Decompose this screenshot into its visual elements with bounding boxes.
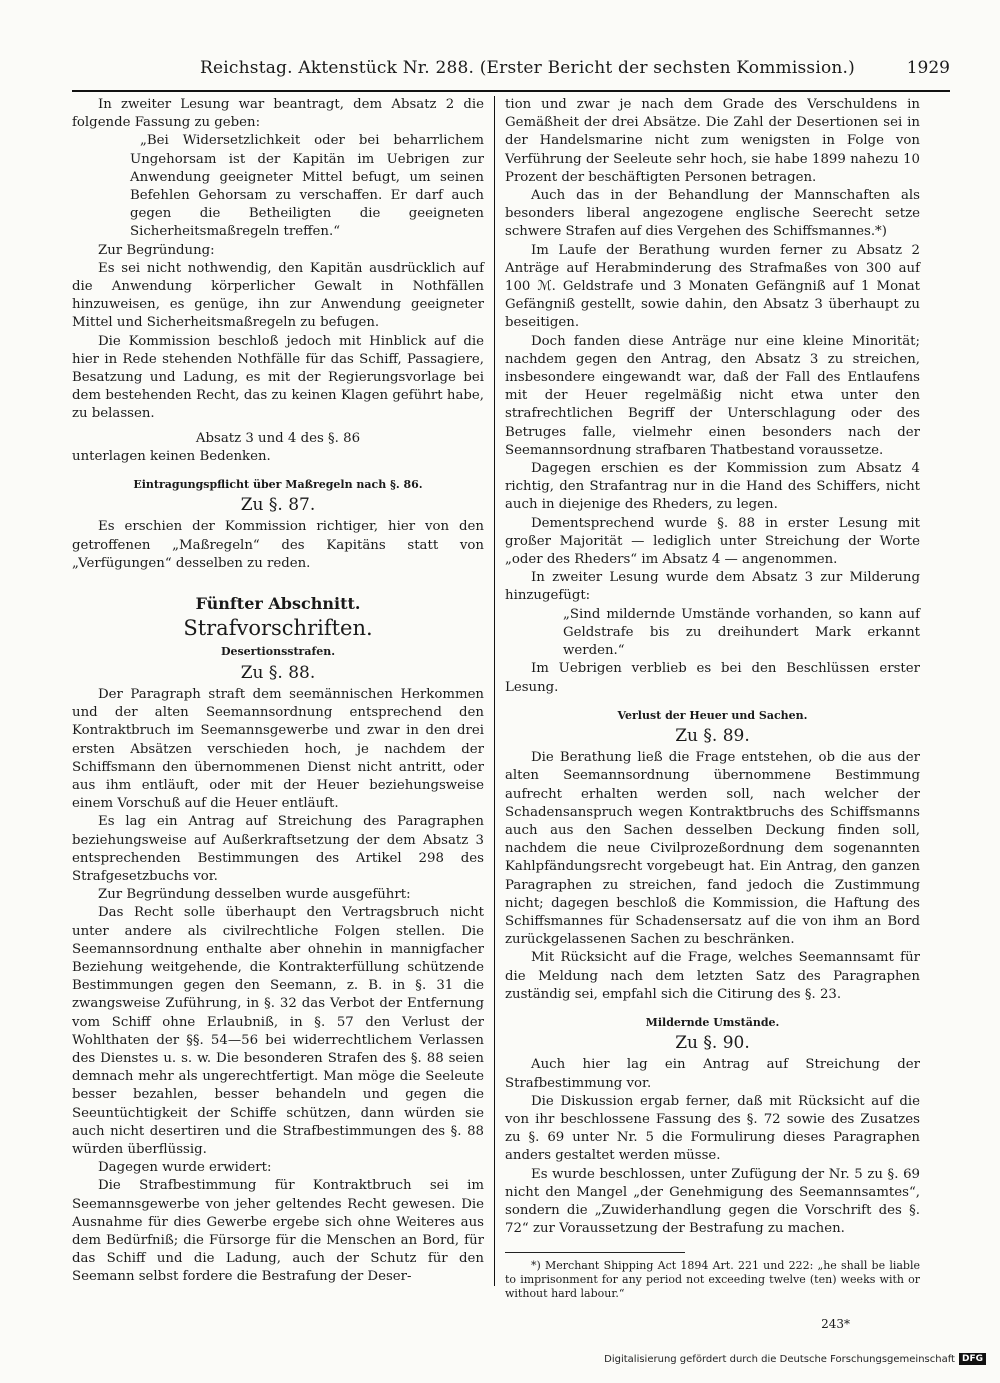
paragraph: Es lag ein Antrag auf Streichung des Paragraphen beziehungsweise auf Außerkraftsetzung der dem Absatz 3 entsprechenden Bestimmungen des Artikel 298 des Strafgesetzbuchs vor.: [72, 814, 484, 884]
section-heading: Zu §. 88.: [240, 662, 316, 683]
paragraph: In zweiter Lesung war beantragt, dem Absatz 2 die folgende Fassung zu geben:: [72, 97, 484, 131]
footnote-rule: [505, 1252, 685, 1253]
paragraph: Doch fanden diese Anträge nur eine kleine Minorität; nachdem gegen den Antrag, den Absatz 3 zu streichen, insbesondere eingewandt war, daß der Fall des Entlaufens mit der Heuer regelmäßig nicht etwa unter den strafrechtlichen Begriff der Unterschlagung oder des Betruges falle, vielmehr einen besonders nach der Seemannsordnung strafbaren Thatbestand voraussetze.: [505, 333, 920, 458]
paragraph: Es wurde beschlossen, unter Zufügung der Nr. 5 zu §. 69 nicht den Mangel „der Genehmigung des Seemannsamtes“, sondern die „Zuwiderhandlung gegen die Vorschrift des §. 72“ zur Voraussetzung der Bestrafung zu machen.: [505, 1166, 920, 1237]
section-heading: Zu §. 90.: [675, 1033, 750, 1054]
paragraph: Dagegen wurde erwidert:: [98, 1160, 272, 1176]
paragraph: tion und zwar je nach dem Grade des Verschuldens in Gemäßheit der drei Absätze. Die Zahl der Desertionen sei in der Handelsmarine nicht zum wenigsten in Folge von Verführung der Seeleute sehr hoch, sie habe 1899 nahezu 10 Prozent der beschäftigten Personen betragen.: [505, 97, 920, 185]
paragraph: Auch hier lag ein Antrag auf Streichung der Strafbestimmung vor.: [505, 1057, 920, 1091]
paragraph: Dementsprechend wurde §. 88 in erster Lesung mit großer Majorität — lediglich unter Streichung der Worte „oder des Rheders“ im Absatz 4 — angenommen.: [505, 515, 920, 568]
paragraph: Zur Begründung:: [98, 242, 215, 258]
paragraph: Zur Begründung desselben wurde ausgeführt:: [98, 887, 411, 903]
left-column: [72, 96, 484, 1287]
footnote: *) Merchant Shipping Act 1894 Art. 221 und 222: „he shall be liable to imprisonment for any period not exceeding twelve (ten) weeks with or without hard labour.“: [505, 1259, 920, 1301]
section-heading: Zu §. 87.: [240, 495, 316, 516]
quotation: „Bei Widersetzlichkeit oder bei beharrlichem Ungehorsam ist der Kapitän im Uebrigen zur Anwendung geeigneter Mittel befugt, um seinen Befehlen Gehorsam zu verschaffen. Er darf auch gegen die Betheiligten die geeigneten Sicherheitsmaßregeln treffen.“: [130, 133, 484, 240]
page-header: [150, 50, 950, 86]
paragraph: Die Strafbestimmung für Kontraktbruch sei im Seemannsgewerbe von jeher geltendes Recht gewesen. Die Ausnahme für dies Gewerbe ergebe sich ohne Weiteres aus dem Bedürfniß; die Fürsorge für die Menschen an Bord, für das Schiff und die Ladung, auch der Schutz für den Seemann selbst fordere die Bestrafung der Deser-: [72, 1178, 484, 1285]
right-column: [505, 96, 920, 1334]
paragraph: Im Uebrigen verblieb es bei den Beschlüssen erster Lesung.: [505, 661, 920, 695]
paragraph: Absatz 3 und 4 des §. 86: [195, 430, 361, 446]
dfg-credit-text: Digitalisierung gefördert durch die Deutsche Forschungsgemeinschaft: [604, 1353, 955, 1365]
section-subheading: Verlust der Heuer und Sachen.: [617, 708, 808, 722]
section-subheading: Desertionsstrafen.: [220, 645, 336, 659]
section-subheading: Eintragungspflicht über Maßregeln nach §. 86.: [133, 478, 423, 492]
paragraph: unterlagen keinen Bedenken.: [72, 448, 271, 464]
paragraph: Das Recht solle überhaupt den Vertragsbruch nicht unter andere als civilrechtliche Folgen stellen. Die Seemannsordnung enthalte aber ohnehin in mannigfacher Beziehung weitgehende, die Kontrakterfüllung schützende Bestimmungen gegen den Seemann, z. B. in §. 31 die zwangsweise Zuführung, in §. 32 das Verbot der Entfernung vom Schiff ohne Erlaubniß, in §. 57 den Verlust der Wohlthaten der §§. 54—56 bei widerrechtlichem Verlassen des Dienstes u. s. w. Die besonderen Strafen des §. 88 seien demnach mehr als ungerechtfertigt. Man möge die Seeleute besser bezahlen, besser behandeln und gegen die Seeuntüchtigkeit der Schiffe schützen, dann würden sie auch nicht desertiren und die Strafbestimmungen des §. 88 würden überflüssig.: [72, 905, 484, 1157]
paragraph: In zweiter Lesung wurde dem Absatz 3 zur Milderung hinzugefügt:: [505, 570, 920, 604]
paragraph: Die Diskussion ergab ferner, daß mit Rücksicht auf die von ihr beschlossene Fassung des §. 72 sowie des Zusatzes zu §. 69 unter Nr. 5 die Formulirung dieses Paragraphen anders gestaltet werden müsse.: [505, 1093, 920, 1164]
paragraph: Die Berathung ließ die Frage entstehen, ob die aus der alten Seemannsordnung übernommene Bestimmung aufrecht erhalten werden soll, nach welcher der Schadensanspruch wegen Kontraktbruchs des Schiffsmanns auch aus den Sachen desselben Deckung finden soll, nachdem die neue Civilprozeßordnung dem sogenannten Kahlpfändungsrecht vorgebeugt hat. Ein Antrag, den ganzen Paragraphen zu streichen, fand jedoch die Zustimmung nicht; dagegen beschloß die Kommission, die Haftung des Schiffsmannes für Schadensersatz auf die von ihm an Bord zurückgelassenen Sachen zu beschränken.: [505, 750, 920, 948]
column-divider: [494, 96, 495, 1286]
paragraph: Es sei nicht nothwendig, den Kapitän ausdrücklich auf die Anwendung körperlicher Gewalt in Nothfällen hinzuweisen, es genüge, ihn zur Anwendung geeigneter Mittel und Sicherheitsmaßregeln zu befugen.: [72, 260, 484, 331]
paragraph: Die Kommission beschloß jedoch mit Hinblick auf die hier in Rede stehenden Nothfälle für das Schiff, Passagiere, Besatzung und Ladung, es mit der Regierungsvorlage bei dem bestehenden Recht, das zu keinen Klagen geführt habe, zu belassen.: [72, 333, 484, 422]
paragraph: Mit Rücksicht auf die Frage, welches Seemannsamt für die Meldung nach dem letzten Satz des Paragraphen zuständig sei, empfahl sich die Citirung des §. 23.: [505, 950, 920, 1002]
section-heading: Zu §. 89.: [675, 725, 750, 746]
page-number: 1929: [906, 58, 950, 78]
sheet-signature: 243*: [821, 1317, 850, 1332]
chapter-title: Strafvorschriften.: [183, 616, 373, 641]
dfg-credit: [604, 1353, 986, 1365]
paragraph: Auch das in der Behandlung der Mannschaften als besonders liberal angezogene englische Seerecht setze schwere Strafen auf dies Vergehen des Schiffsmannes.*): [505, 188, 920, 240]
running-title: Reichstag. Aktenstück Nr. 288. (Erster Bericht der sechsten Kommission.): [200, 58, 855, 78]
dfg-logo-icon: DFG: [959, 1353, 986, 1365]
paragraph: Es erschien der Kommission richtiger, hier von den getroffenen „Maßregeln“ des Kapitäns statt von „Verfügungen“ desselben zu reden.: [72, 519, 484, 571]
header-rule: [72, 90, 950, 92]
section-subheading: Mildernde Umstände.: [645, 1015, 780, 1029]
paragraph: Dagegen erschien es der Kommission zum Absatz 4 richtig, den Strafantrag nur in die Hand des Schiffers, nicht auch in diejenige des Rheders, zu legen.: [505, 461, 920, 513]
quotation: „Sind mildernde Umstände vorhanden, so kann auf Geldstrafe bis zu dreihundert Mark erkannt werden.“: [563, 606, 920, 659]
paragraph: Im Laufe der Berathung wurden ferner zu Absatz 2 Anträge auf Herabminderung des Strafmaßes von 300 auf 100 ℳ. Geldstrafe und 3 Monaten Gefängniß auf 1 Monat Gefängniß gestellt, sowie dahin, den Absatz 3 überhaupt zu beseitigen.: [505, 242, 920, 331]
paragraph: Der Paragraph straft dem seemännischen Herkommen und der alten Seemannsordnung entsprechend den Kontraktbruch im Seemannsgewerbe und zwar in den drei ersten Absätzen verschieden hoch, je nachdem der Schiffsmann den übernommenen Dienst nicht antritt, oder aus ihm entläuft, oder mit der Heuer beziehungsweise einem Vorschuß auf die Heuer entläuft.: [72, 686, 484, 812]
chapter-heading: Fünfter Abschnitt.: [195, 594, 361, 614]
